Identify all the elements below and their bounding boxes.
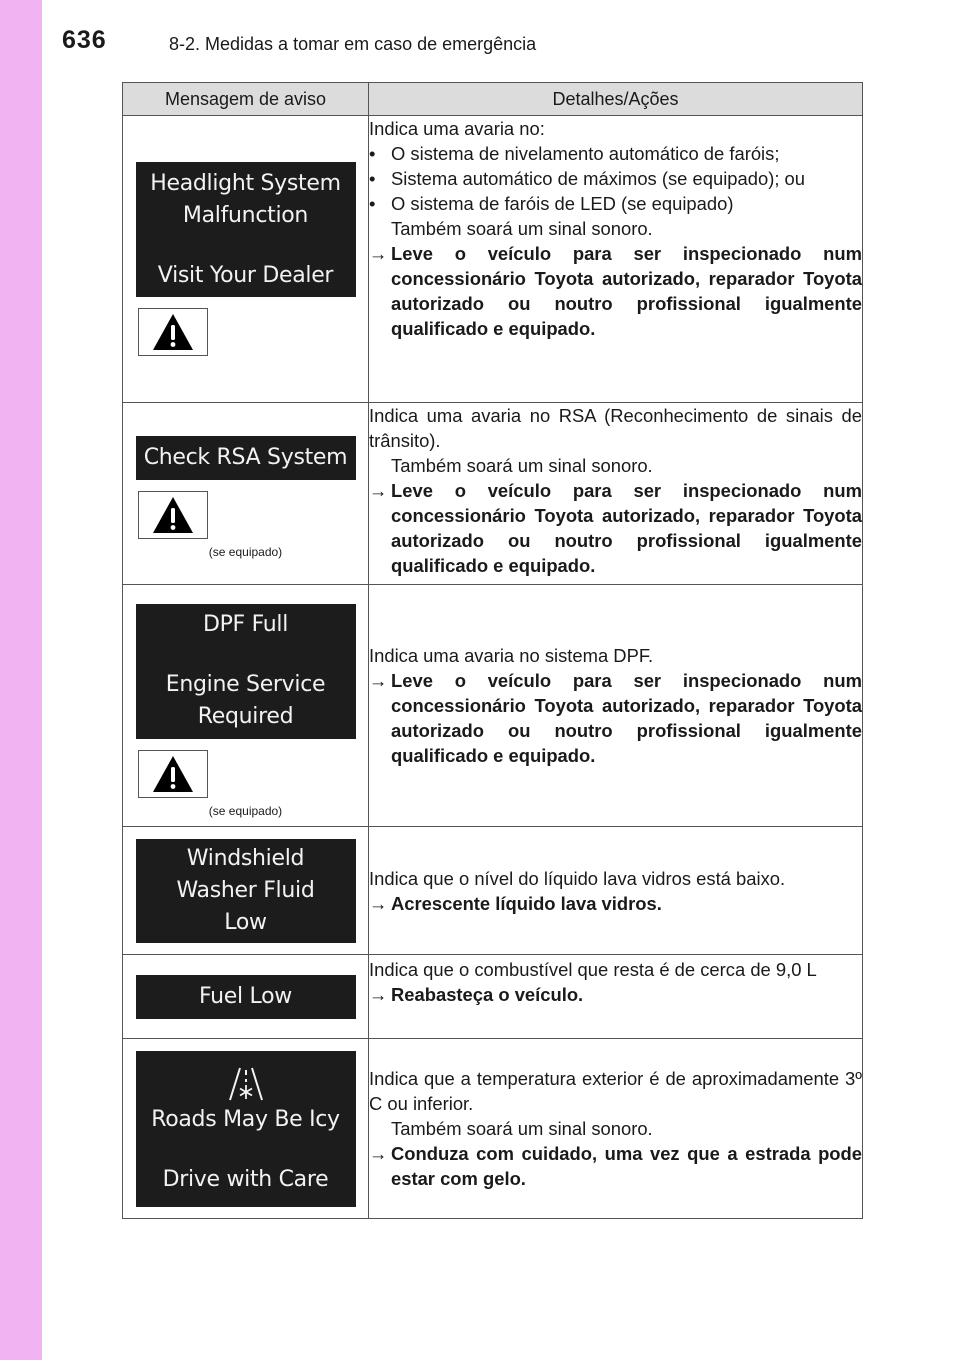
warning-triangle-icon (138, 308, 208, 356)
message-cell (123, 403, 369, 585)
details-cell: Indica que o nível do líquido lava vidros está baixo. → Acrescente líquido lava vidros. (369, 827, 863, 955)
details-cell: Indica que o combustível que resta é de cerca de 9,0 L → Reabasteça o veículo. (369, 955, 863, 1039)
table-row (123, 116, 863, 403)
arrow-icon: → (369, 243, 388, 264)
icy-road-icon (226, 1064, 266, 1104)
arrow-icon: → (369, 892, 388, 914)
table-row (123, 1039, 863, 1219)
warning-triangle-icon (138, 491, 208, 539)
table-row (123, 827, 863, 955)
side-tab-strip (0, 0, 42, 1360)
message-cell (123, 116, 369, 403)
action-instruction: → Reabasteça o veículo. (369, 984, 584, 1005)
display-message: Windshield Washer Fluid Low (136, 839, 356, 943)
table-row (123, 585, 863, 827)
action-instruction: → Leve o veículo para ser inspecionado num concessionário Toyota autorizado, reparador Toyota autorizado ou noutro profissional igualmente qualificado e equipado. (369, 243, 862, 339)
details-cell: Indica uma avaria no sistema DPF. → Leve o veículo para ser inspecionado num concessionário Toyota autorizado, reparador Toyota autorizado ou noutro profissional igualmente qualificado e equipado. (369, 585, 863, 827)
column-header-message: Mensagem de aviso (123, 83, 369, 116)
list-item: • O sistema de nivelamento automático de faróis; (369, 143, 780, 164)
table-row (123, 955, 863, 1039)
message-cell (123, 1039, 369, 1219)
action-instruction: → Leve o veículo para ser inspecionado num concessionário Toyota autorizado, reparador Toyota autorizado ou noutro profissional igualmente qualificado e equipado. (369, 480, 862, 576)
list-item: • Sistema automático de máximos (se equipado); ou (369, 168, 805, 189)
page-number: 636 (62, 26, 107, 54)
display-message: Roads May Be Icy Drive with Care (136, 1051, 356, 1207)
list-item: • O sistema de faróis de LED (se equipado) (369, 193, 734, 214)
action-instruction: → Conduza com cuidado, uma vez que a estrada pode estar com gelo. (369, 1143, 862, 1189)
warning-message-table (122, 82, 863, 1219)
equipment-note: (se equipado) (208, 803, 283, 818)
display-message: Fuel Low (136, 975, 356, 1019)
display-message: DPF Full Engine Service Required (136, 604, 356, 739)
arrow-icon: → (369, 1143, 388, 1164)
table-header-row (123, 83, 863, 116)
equipment-note: (se equipado) (208, 545, 283, 559)
action-instruction: → Leve o veículo para ser inspecionado num concessionário Toyota autorizado, reparador Toyota autorizado ou noutro profissional igualmente qualificado e equipado. (369, 670, 862, 766)
table-row (123, 403, 863, 585)
details-cell: Indica uma avaria no RSA (Reconhecimento de sinais de trânsito). Também soará um sinal sonoro. → Leve o veículo para ser inspecionado num concessionário Toyota autorizado, reparador Toyota autorizado ou noutro profissional igualmente qualificado e equipado. (369, 403, 863, 585)
display-message: Headlight System Malfunction Visit Your Dealer (136, 162, 356, 297)
column-header-details: Detalhes/Ações (369, 83, 863, 116)
display-message: Check RSA System (136, 436, 356, 480)
arrow-icon: → (369, 480, 388, 501)
details-cell: Indica uma avaria no: • O sistema de nivelamento automático de faróis; • Sistema automático de máximos (se equipado); ou • O sistema de faróis de LED (se equipado) Também soará um sinal sonoro. → Leve o veículo para ser inspecionado num concessionário Toyota autorizado, reparador Toyota autorizado ou noutro profissional igualmente qualificado e equipado. (369, 116, 863, 403)
arrow-icon: → (369, 984, 388, 1005)
section-title: 8-2. Medidas a tomar em caso de emergência (169, 34, 537, 54)
arrow-icon: → (369, 670, 388, 691)
message-cell (123, 827, 369, 955)
action-instruction: → Acrescente líquido lava vidros. (369, 892, 662, 914)
details-cell: Indica que a temperatura exterior é de aproximadamente 3º C ou inferior. Também soará um sinal sonoro. → Conduza com cuidado, uma vez que a estrada pode estar com gelo. (369, 1039, 863, 1219)
warning-triangle-icon (138, 750, 208, 798)
message-cell (123, 955, 369, 1039)
message-cell (123, 585, 369, 827)
